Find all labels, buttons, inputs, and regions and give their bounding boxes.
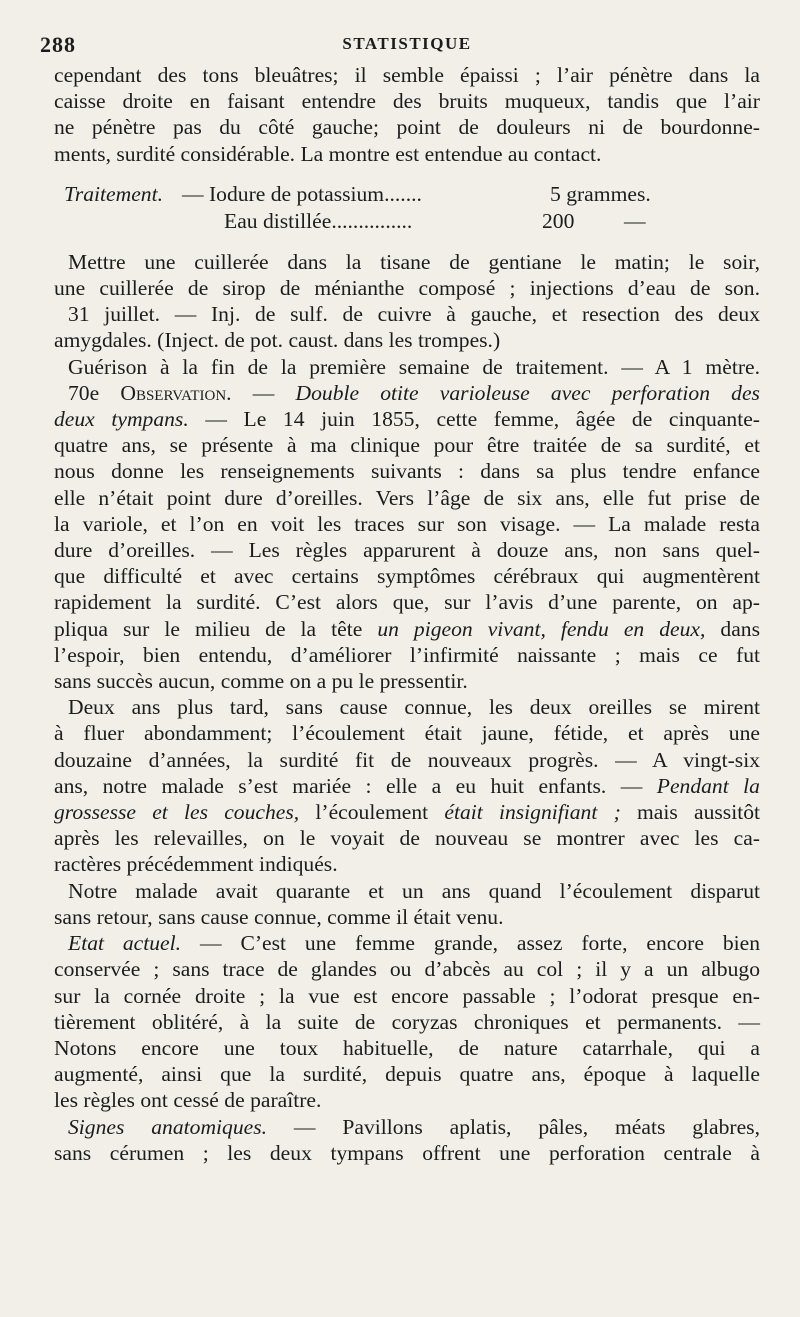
text-line: Etat actuel. — C’est une femme grande, assez forte, encore bien bbox=[68, 931, 761, 956]
text-line: douzaine d’années, la surdité fit de nouveaux progrès. — A vingt-six bbox=[54, 747, 760, 772]
text-line: la variole, et l’on en voit les traces sur son visage. — La malade resta bbox=[54, 511, 760, 536]
text-line: dure d’oreilles. — Les règles apparurent à douze ans, non sans quel- bbox=[54, 538, 760, 563]
text-line: sur la cornée droite ; la vue est encore passable ; l’odorat presque en- bbox=[54, 983, 760, 1008]
text-line: pliqua sur le milieu de la tête un pigeon vivant, fendu en deux, dans bbox=[54, 616, 760, 641]
text-line: tièrement oblitéré, à la suite de coryzas chroniques et permanents. — bbox=[54, 1009, 760, 1034]
treatment-prescription bbox=[54, 181, 760, 235]
text-line: sans retour, sans cause connue, comme il était venu. bbox=[54, 904, 504, 929]
observation-heading-line: 70e Observation. — Double otite varioleuse avec perforation des bbox=[68, 380, 760, 405]
page-number: 288 bbox=[40, 32, 76, 57]
observation-title: Double otite varioleuse avec perforation des bbox=[295, 380, 760, 405]
page-header bbox=[40, 32, 760, 62]
text-line: ans, notre malade s’est mariée : elle a eu huit enfants. — Pendant la bbox=[54, 773, 760, 798]
text-line: Mettre une cuillerée dans la tisane de gentiane le matin; le soir, bbox=[68, 249, 760, 274]
text-line: sans cérumen ; les deux tympans offrent une perforation centrale à bbox=[54, 1140, 760, 1165]
paragraph-cure bbox=[54, 354, 760, 380]
text-line: deux tympans. — Le 14 juin 1855, cette femme, âgée de cinquante- bbox=[54, 407, 760, 432]
text-line: à fluer abondamment; l’écoulement était jaune, fétide, et après une bbox=[54, 721, 760, 746]
prescription-row bbox=[54, 181, 760, 208]
text-line: elle n’était point dure d’oreilles. Vers l’âge de six ans, elle fut prise de bbox=[54, 485, 760, 510]
text-line: caisse droite en faisant entendre des bruits muqueux, tandis que l’air bbox=[54, 89, 760, 114]
page-body bbox=[54, 62, 760, 1166]
paragraph-current-state bbox=[54, 930, 760, 1113]
text-line: cependant des tons bleuâtres; il semble épaissi ; l’air pénètre dans la bbox=[54, 63, 760, 87]
text-line: une cuillerée de sirop de ménianthe composé ; injections d’eau de son. bbox=[54, 276, 760, 301]
ditto-mark: — bbox=[624, 208, 646, 233]
text-line: ments, surdité considérable. La montre est entendue au contact. bbox=[54, 141, 602, 166]
text-line: sans succès aucun, comme on a pu le pressentir. bbox=[54, 669, 468, 694]
text-line: nous donne les renseignements suivants : dans sa plus tendre enfance bbox=[54, 459, 760, 484]
text-line: quatre ans, se présente à ma clinique pour être traitée de sa surdité, et bbox=[54, 433, 760, 458]
treatment-label: Traitement. bbox=[64, 181, 163, 206]
running-head: STATISTIQUE bbox=[342, 34, 472, 53]
text-line: Guérison à la fin de la première semaine de traitement. — A 1 mètre. bbox=[68, 354, 760, 379]
prescription-row bbox=[54, 208, 760, 235]
text-line: Notre malade avait quarante et un ans quand l’écoulement disparut bbox=[68, 878, 760, 903]
paragraph-dosage bbox=[54, 249, 760, 301]
spacer bbox=[54, 235, 760, 249]
text-line: que difficulté et avec certains symptômes cérébraux qui augmentèrent bbox=[54, 564, 760, 589]
text-line: amygdales. (Inject. de pot. caust. dans les trompes.) bbox=[54, 328, 501, 353]
text-line: Notons encore une toux habituelle, de nature catarrhale, qui a bbox=[54, 1035, 760, 1060]
observation-number: 70e bbox=[68, 380, 100, 405]
text-line: ne pénètre pas du côté gauche; point de douleurs ni de bourdonne- bbox=[54, 115, 760, 140]
emphasis-pigeon: un pigeon vivant, fendu en deux, bbox=[377, 616, 706, 641]
text-line: conservée ; sans trace de glandes ou d’abcès au col ; il y a un albugo bbox=[54, 957, 760, 982]
ingredient-name: Eau distillée............... bbox=[224, 208, 413, 233]
spacer bbox=[54, 167, 760, 181]
text-line: les règles ont cessé de paraître. bbox=[54, 1088, 322, 1113]
paragraph-history bbox=[54, 694, 760, 877]
text-line: grossesse et les couches, l’écoulement était insignifiant ; mais aussitôt bbox=[54, 800, 760, 825]
text-line: augmenté, ainsi que la surdité, depuis quatre ans, époque à laquelle bbox=[54, 1062, 760, 1087]
ingredient-quantity: 200 bbox=[542, 208, 575, 233]
paragraph-july bbox=[54, 301, 760, 353]
observation-label: Observation. bbox=[120, 380, 232, 405]
ingredient-name: — Iodure de potassium....... bbox=[182, 181, 422, 206]
paragraph-anatomical-signs bbox=[54, 1114, 760, 1166]
text-line: Signes anatomiques. — Pavillons aplatis, pâles, méats glabres, bbox=[68, 1114, 760, 1139]
text-line: rapidement la surdité. C’est alors que, sur l’avis d’une parente, on ap- bbox=[54, 590, 760, 615]
paragraph-tympan-description bbox=[54, 62, 760, 167]
text-line: après les relevailles, on le voyait de nouveau se montrer avec les ca- bbox=[54, 826, 760, 851]
text-line: Deux ans plus tard, sans cause connue, les deux oreilles se mirent bbox=[68, 695, 760, 720]
observation-70 bbox=[54, 380, 760, 694]
section-label: Etat actuel. bbox=[68, 931, 182, 956]
text-line: 31 juillet. — Inj. de sulf. de cuivre à gauche, et resection des deux bbox=[68, 302, 760, 327]
ingredient-quantity: 5 grammes. bbox=[550, 181, 651, 206]
observation-title-cont: deux tympans. bbox=[54, 407, 189, 432]
paragraph-discharge-end bbox=[54, 878, 760, 930]
section-label: Signes anatomiques. bbox=[68, 1114, 268, 1139]
text-line: ractères précédemment indiqués. bbox=[54, 852, 338, 877]
text-line: l’espoir, bien entendu, d’améliorer l’infirmité naissante ; mais ce fut bbox=[54, 642, 760, 667]
